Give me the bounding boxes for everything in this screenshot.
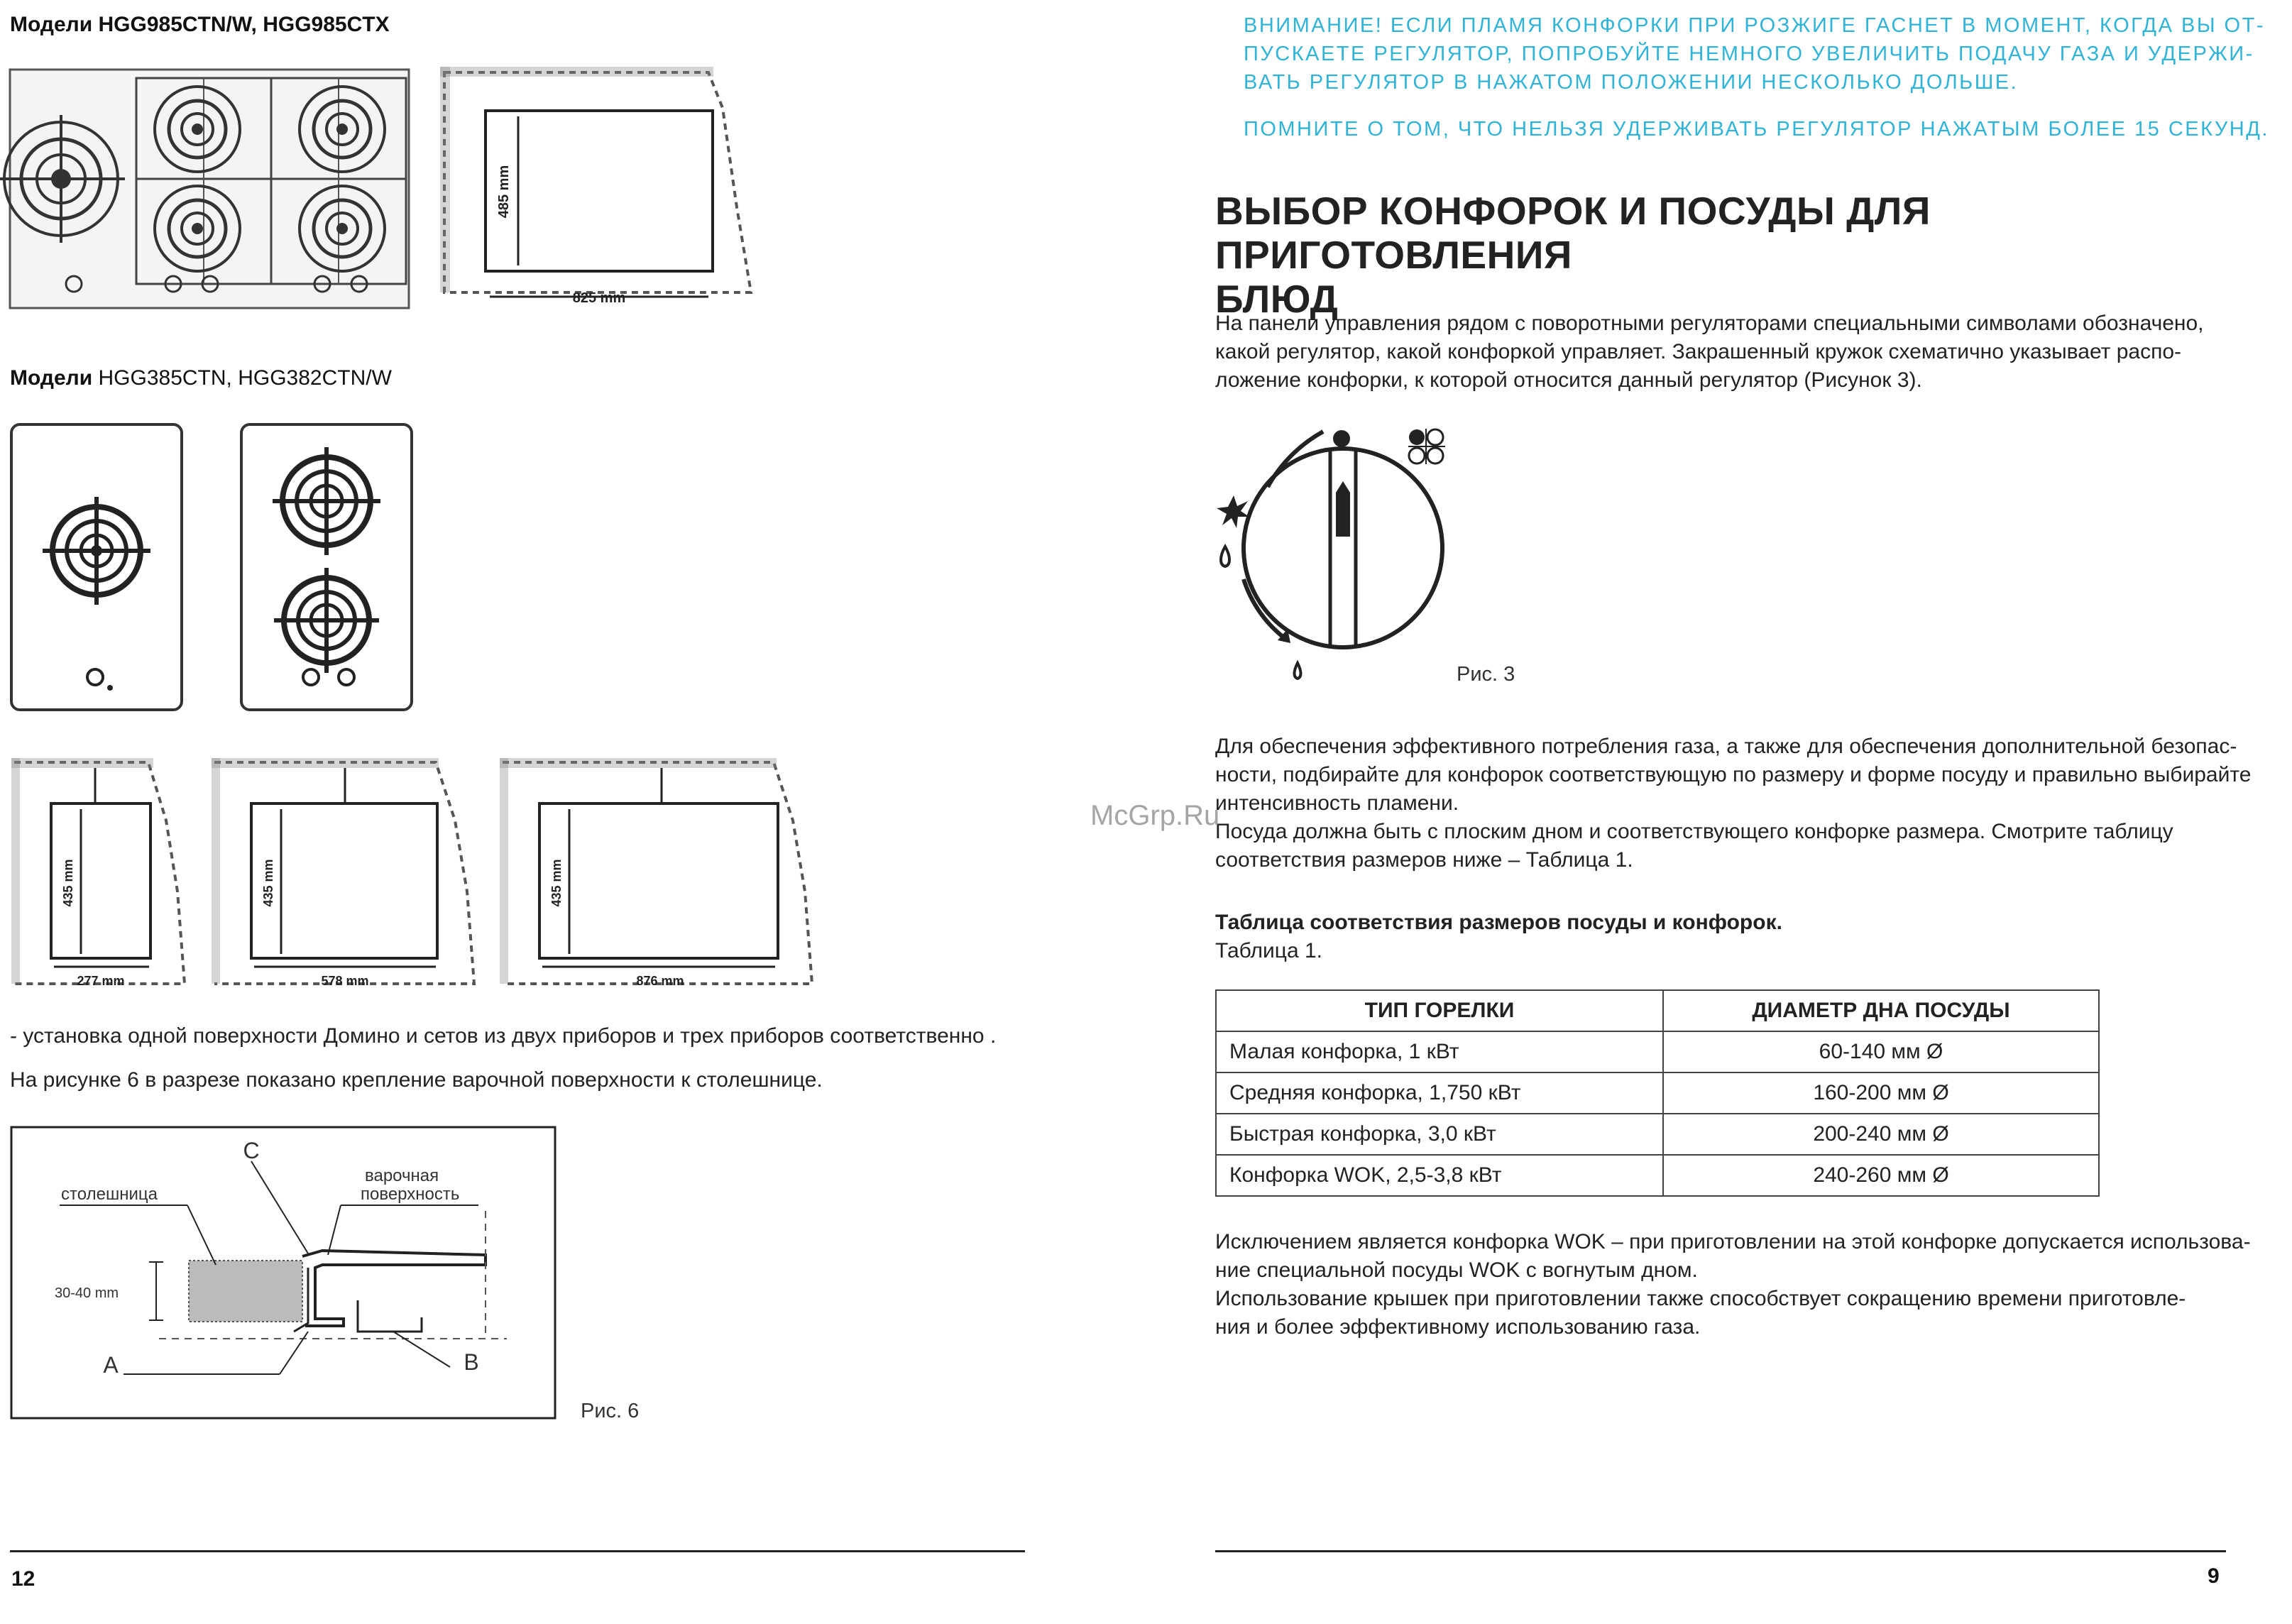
domino-single-burner-illustration [10, 423, 185, 714]
table-cell-diameter: 200-240 мм Ø [1663, 1114, 2099, 1155]
cutout-876-height: 435 mm [549, 859, 564, 907]
domino-double-burner-illustration [240, 423, 415, 714]
fig6-label-thickness: 30-40 mm [54, 1285, 119, 1301]
cutout-825-width: 825 mm [572, 290, 626, 306]
fig6-label-b: B [464, 1349, 479, 1375]
table-cell-burner: Быстрая конфорка, 3,0 кВт [1216, 1114, 1663, 1155]
cutout-876-diagram [498, 757, 818, 998]
table-header-row [1216, 990, 2099, 1031]
cutout-825-diagram [439, 65, 772, 314]
table-header-burner-type: ТИП ГОРЕЛКИ [1216, 990, 1663, 1031]
models-heading-2: Модели HGG385CTN, HGG382CTN/W [10, 366, 392, 390]
text-domino-install: - установка одной поверхности Домино и сетов из двух приборов и трех приборов соответственно . [10, 1024, 997, 1048]
table-row [1216, 1031, 2099, 1072]
table-cell-burner: Средняя конфорка, 1,750 кВт [1216, 1072, 1663, 1114]
table-header-diameter: ДИАМЕТР ДНА ПОСУДЫ [1663, 990, 2099, 1031]
table-row [1216, 1072, 2099, 1114]
table-cell-diameter: 240-260 мм Ø [1663, 1155, 2099, 1196]
cutout-277-diagram [10, 757, 187, 998]
fig6-label-surface-2: поверхность [361, 1185, 460, 1204]
fig6-label-c: C [243, 1138, 260, 1163]
cutout-277-height: 435 mm [61, 859, 75, 907]
cutout-876-width: 876 mm [636, 974, 684, 988]
watermark: McGrp.Ru [1090, 800, 1220, 831]
paragraph-wok: Исключением является конфорка WOK – при приготовлении на этой конфорке допускается использова- ние специальной посуды WOK с вогнутым дном. Использование крышек при приготовлении также способствует сокращению времени приготовле- ния и более эффективному использованию газа. [1215, 1230, 2251, 1339]
footer-rule-left [10, 1550, 1025, 1552]
fig3-caption: Рис. 3 [1457, 663, 1515, 686]
table-cell-diameter: 160-200 мм Ø [1663, 1072, 2099, 1114]
fig6-label-countertop: столешница [61, 1185, 158, 1204]
footer-rule-right [1215, 1550, 2226, 1552]
table-cell-diameter: 60-140 мм Ø [1663, 1031, 2099, 1072]
fig6-label-surface-1: варочная [365, 1166, 439, 1185]
paragraph-controls: На панели управления рядом с поворотными регуляторами специальными символами обозначено, какой регулятор, какой конфоркой управляет. Закрашенный кружок схематично указывает распо- ложение конфорки, к которой относится данный регулятор (Рисунок 3). [1215, 312, 2204, 392]
paragraph-cookware: Для обеспечения эффективного потребления газа, а также для обеспечения дополнительной безопас- ности, подбирайте для конфорок соответствующую по размеру и форме посуду и правильно выбирайте интенсивность пламени. Посуда должна быть с плоским дном и соответствующего конфорке размера. Смотрите таблицу соответствия размеров ниже – Таблица 1. [1215, 735, 2252, 872]
table-cell-burner: Малая конфорка, 1 кВт [1216, 1031, 1663, 1072]
fig6-section-drawing [10, 1126, 558, 1424]
text-fig6-intro: На рисунке 6 в разрезе показано крепление варочной поверхности к столешнице. [10, 1068, 823, 1092]
table-row [1216, 1155, 2099, 1196]
cutout-825-height: 485 mm [496, 165, 512, 219]
models-heading-1: Модели HGG985CTN/W, HGG985CTX [10, 13, 390, 36]
table-cell-burner: Конфорка WOK, 2,5-3,8 кВт [1216, 1155, 1663, 1196]
cutout-277-width: 277 mm [77, 974, 125, 988]
fig3-knob-illustration [1210, 419, 1472, 688]
table-title: Таблица соответствия размеров посуды и конфорок. [1215, 911, 1782, 934]
cutout-578-diagram [210, 757, 480, 998]
fig6-caption: Рис. 6 [581, 1400, 640, 1422]
cutout-578-width: 578 mm [321, 974, 369, 988]
table-label: Таблица 1. [1215, 939, 1322, 962]
warning-note-2: ПОМНИТЕ О ТОМ, ЧТО НЕЛЬЗЯ УДЕРЖИВАТЬ РЕГУЛЯТОР НАЖАТЫМ БОЛЕЕ 15 СЕКУНД. [1244, 118, 2269, 141]
section-heading: ВЫБОР КОНФОРОК И ПОСУДЫ ДЛЯ ПРИГОТОВЛЕНИЯ БЛЮД [1215, 189, 1931, 321]
cutout-578-height: 435 mm [261, 859, 275, 907]
fig6-label-a: A [103, 1352, 119, 1378]
hob-5-burner-illustration [10, 65, 415, 314]
table-row [1216, 1114, 2099, 1155]
page-number-right: 9 [2208, 1564, 2220, 1588]
warning-note: ВНИМАНИЕ! ЕСЛИ ПЛАМЯ КОНФОРКИ ПРИ РОЗЖИГЕ ГАСНЕТ В МОМЕНТ, КОГДА ВЫ ОТ- ПУСКАЕТЕ РЕГУЛЯТОР, ПОПРОБУЙТЕ НЕМНОГО УВЕЛИЧИТЬ ПОДАЧУ ГАЗА И УДЕРЖИ- ВАТЬ РЕГУЛЯТОР В НАЖАТОМ ПОЛОЖЕНИИ НЕСКОЛЬКО ДОЛЬШЕ. [1244, 14, 2265, 94]
page-number-left: 12 [11, 1567, 35, 1591]
burner-size-table [1215, 989, 2100, 1197]
